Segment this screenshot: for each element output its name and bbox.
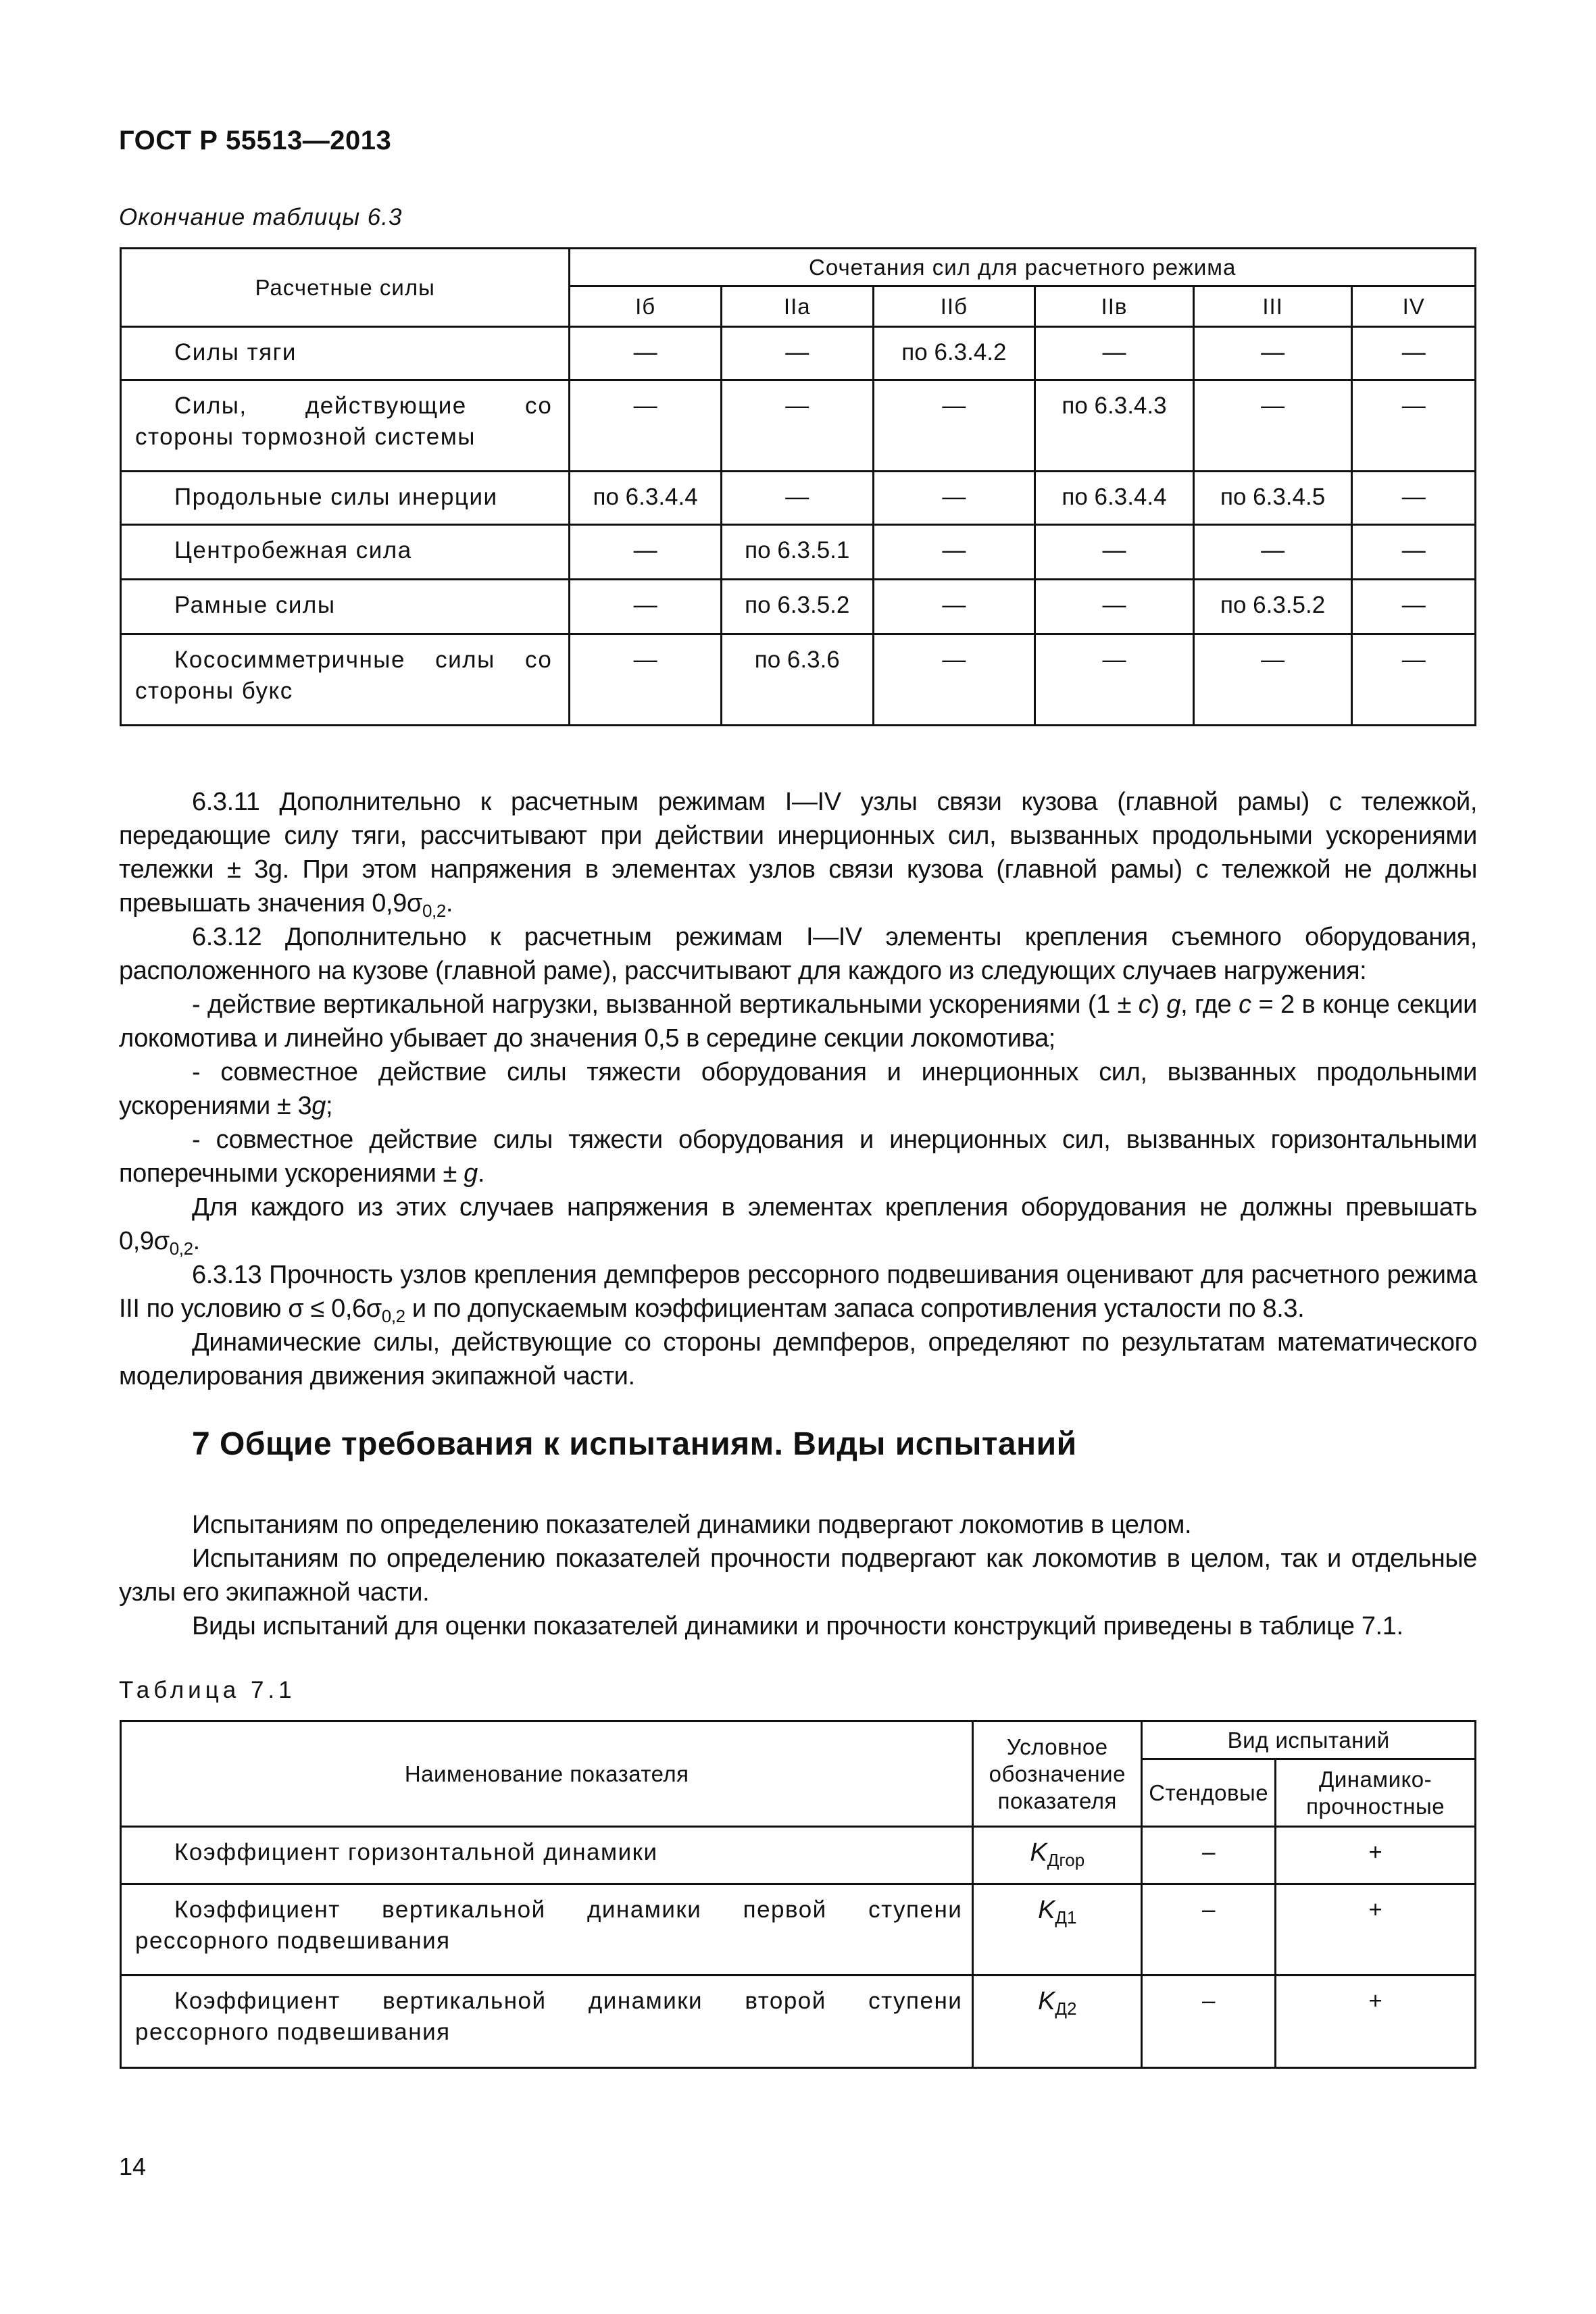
table-cell: по 6.3.5.2: [1193, 580, 1352, 634]
table-cell: по 6.3.4.2: [873, 327, 1035, 380]
italic-symbol: g: [464, 1159, 478, 1188]
paragraph: Испытаниям по определению показателей динамики подвергают локомотив в целом.: [192, 1511, 1192, 1539]
column-group-header: Вид испытаний: [1142, 1721, 1476, 1759]
table-caption: Окончание таблицы 6.3: [119, 204, 403, 230]
text-run: - действие вертикальной нагрузки, вызванной вертикальными ускорениями (1 ±: [192, 990, 1139, 1019]
mode-header: IIб: [873, 286, 1035, 327]
symbol-cell: [973, 1827, 1142, 1884]
table-cell: —: [721, 380, 873, 472]
table-cell: —: [570, 525, 722, 580]
text-run: .: [193, 1227, 200, 1255]
text-run: 6.3.13 Прочность узлов крепления демпферов рессорного подвешивания оценивают для расчетного режима III по условию σ ≤ 0,6σ: [119, 1261, 1477, 1323]
symbol: K: [1038, 1896, 1055, 1924]
text-run: .: [445, 889, 453, 917]
table-cell: по 6.3.5.1: [721, 525, 873, 580]
table-cell: по 6.3.4.4: [570, 472, 722, 525]
table-cell: —: [570, 380, 722, 472]
row-label: Коэффициент вертикальной динамики второй ступени рессорного подвешивания: [121, 1976, 973, 2068]
load-case-3: [119, 1123, 1477, 1190]
table-row: [121, 380, 1476, 472]
row-label: Коэффициент вертикальной динамики первой ступени рессорного подвешивания: [121, 1884, 973, 1976]
table-cell: +: [1276, 1884, 1476, 1976]
table-row: [121, 472, 1476, 525]
column-header-indicator: Наименование показателя: [121, 1721, 973, 1827]
table-row: [121, 525, 1476, 580]
table-cell: —: [1352, 472, 1476, 525]
page-number: 14: [119, 2153, 147, 2180]
table-cell: –: [1142, 1976, 1276, 2068]
paragraph-dampers: Динамические силы, действующие со стороны демпферов, определяют по результатам математического моделирования движения экипажной части.: [119, 1328, 1477, 1390]
table-cell: по 6.3.5.2: [721, 580, 873, 634]
italic-symbol: g: [1166, 990, 1181, 1019]
mode-header: IV: [1352, 286, 1476, 327]
table-cell: —: [873, 525, 1035, 580]
section-7-text: [119, 1508, 1477, 1643]
paragraph-6-3-11: [119, 785, 1477, 920]
table-cell: —: [721, 327, 873, 380]
subscript: Дгор: [1047, 1850, 1085, 1870]
table-row: [121, 1827, 1476, 1884]
table-cell: —: [1193, 327, 1352, 380]
table-cell: —: [1352, 327, 1476, 380]
table-row: [121, 1976, 1476, 2068]
table-row: [121, 634, 1476, 726]
italic-symbol: c: [1239, 990, 1251, 1019]
row-label: Коэффициент горизонтальной динамики: [121, 1827, 973, 1884]
column-group-header: Сочетания сил для расчетного режима: [570, 249, 1476, 286]
table-cell: —: [570, 634, 722, 726]
table-cell: +: [1276, 1827, 1476, 1884]
mode-header: Iб: [570, 286, 722, 327]
load-case-1: [119, 988, 1477, 1055]
section-7-heading: 7 Общие требования к испытаниям. Виды испытаний: [192, 1426, 1077, 1462]
table-cell: —: [1035, 634, 1194, 726]
table-cell: —: [1352, 525, 1476, 580]
table-cell: —: [1352, 580, 1476, 634]
paragraph-6-3-13: [119, 1258, 1477, 1326]
table-row: [121, 580, 1476, 634]
text-run: - совместное действие силы тяжести оборудования и инерционных сил, вызванных продольными ускорениями ± 3: [119, 1058, 1477, 1120]
paragraph-6-3-12: 6.3.12 Дополнительно к расчетным режимам I—IV элементы крепления съемного оборудования, расположенного на кузове (главной раме), рассчитывают для каждого из следующих случаев нагружения:: [119, 923, 1477, 985]
symbol: K: [1038, 1987, 1055, 2015]
text-run: ;: [326, 1092, 333, 1120]
load-case-2: [119, 1055, 1477, 1123]
row-label: Продольные силы инерции: [121, 472, 570, 525]
paragraph: Испытаниям по определению показателей прочности подвергают как локомотив в целом, так и отдельные узлы его экипажной части.: [119, 1544, 1477, 1607]
table-cell: —: [1035, 327, 1194, 380]
row-label: Рамные силы: [121, 580, 570, 634]
column-header-dynamic: Динамико-прочностные: [1276, 1759, 1476, 1827]
symbol-cell: [973, 1884, 1142, 1976]
table-cell: —: [1035, 580, 1194, 634]
table-cell: –: [1142, 1884, 1276, 1976]
table-cell: –: [1142, 1827, 1276, 1884]
subscript: Д2: [1055, 1998, 1077, 2019]
table-cell: —: [1352, 380, 1476, 472]
row-label: Кососимметричные силы со стороны букс: [121, 634, 570, 726]
table-cell: —: [570, 580, 722, 634]
table-7-1-label: Таблица 7.1: [119, 1677, 296, 1703]
text-run: , где: [1180, 990, 1239, 1019]
table-cell: по 6.3.4.3: [1035, 380, 1194, 472]
table-cell: —: [873, 580, 1035, 634]
paragraph: Виды испытаний для оценки показателей динамики и прочности конструкций приведены в таблице 7.1.: [192, 1612, 1403, 1640]
subscript: 0,2: [422, 901, 446, 921]
column-header-bench: Стендовые: [1142, 1759, 1276, 1827]
text-run: и по допускаемым коэффициентам запаса сопротивления усталости по 8.3.: [405, 1294, 1305, 1323]
text-run: .: [477, 1159, 485, 1188]
row-label: Центробежная сила: [121, 525, 570, 580]
column-header-symbol: Условное обозначение показателя: [973, 1721, 1142, 1827]
row-label: Силы, действующие со стороны тормозной системы: [121, 380, 570, 472]
table-cell: +: [1276, 1976, 1476, 2068]
mode-header: III: [1193, 286, 1352, 327]
italic-symbol: c: [1138, 990, 1151, 1019]
table-cell: —: [1193, 380, 1352, 472]
table-cell: по 6.3.4.5: [1193, 472, 1352, 525]
table-cell: —: [1193, 634, 1352, 726]
text-run: = 2 в конце секции локомотива и линейно убывает до значения 0,5 в середине секции локомотива;: [119, 990, 1477, 1053]
symbol: K: [1030, 1838, 1047, 1867]
column-header-forces: Расчетные силы: [121, 249, 570, 327]
text-run: Для каждого из этих случаев напряжения в элементах крепления оборудования не должны превышать 0,9σ: [119, 1193, 1477, 1255]
table-6-3: [120, 247, 1476, 726]
mode-header: IIв: [1035, 286, 1194, 327]
section-6-3-text: [119, 785, 1477, 1393]
table-cell: —: [873, 380, 1035, 472]
row-label: Силы тяги: [121, 327, 570, 380]
italic-symbol: g: [311, 1092, 326, 1120]
subscript: 0,2: [169, 1238, 193, 1259]
table-row: [121, 327, 1476, 380]
paragraph-cases-stress: [119, 1190, 1477, 1258]
table-cell: по 6.3.4.4: [1035, 472, 1194, 525]
mode-header: IIa: [721, 286, 873, 327]
table-cell: —: [1035, 525, 1194, 580]
text-run: - совместное действие силы тяжести оборудования и инерционных сил, вызванных горизонтальными поперечными ускорениями ±: [119, 1126, 1477, 1188]
text-run: ): [1151, 990, 1167, 1019]
table-row: [121, 1884, 1476, 1976]
table-cell: —: [570, 327, 722, 380]
standard-code: ГОСТ Р 55513—2013: [119, 126, 392, 155]
symbol-cell: [973, 1976, 1142, 2068]
subscript: 0,2: [381, 1306, 405, 1326]
table-cell: по 6.3.6: [721, 634, 873, 726]
table-cell: —: [873, 472, 1035, 525]
text-run: 6.3.11 Дополнительно к расчетным режимам I—IV узлы связи кузова (главной рамы) с тележкой, передающие силу тяги, рассчитывают при действии инерционных сил, вызванных продольными ускорениями тележки ± 3g. При этом напряжения в элементах узлов связи кузова (главной рамы) с тележкой не должны превышать значения 0,9σ: [119, 788, 1477, 917]
table-cell: —: [1193, 525, 1352, 580]
table-7-1: [120, 1720, 1476, 2069]
subscript: Д1: [1055, 1907, 1077, 1928]
table-cell: —: [873, 634, 1035, 726]
table-cell: —: [721, 472, 873, 525]
table-cell: —: [1352, 634, 1476, 726]
